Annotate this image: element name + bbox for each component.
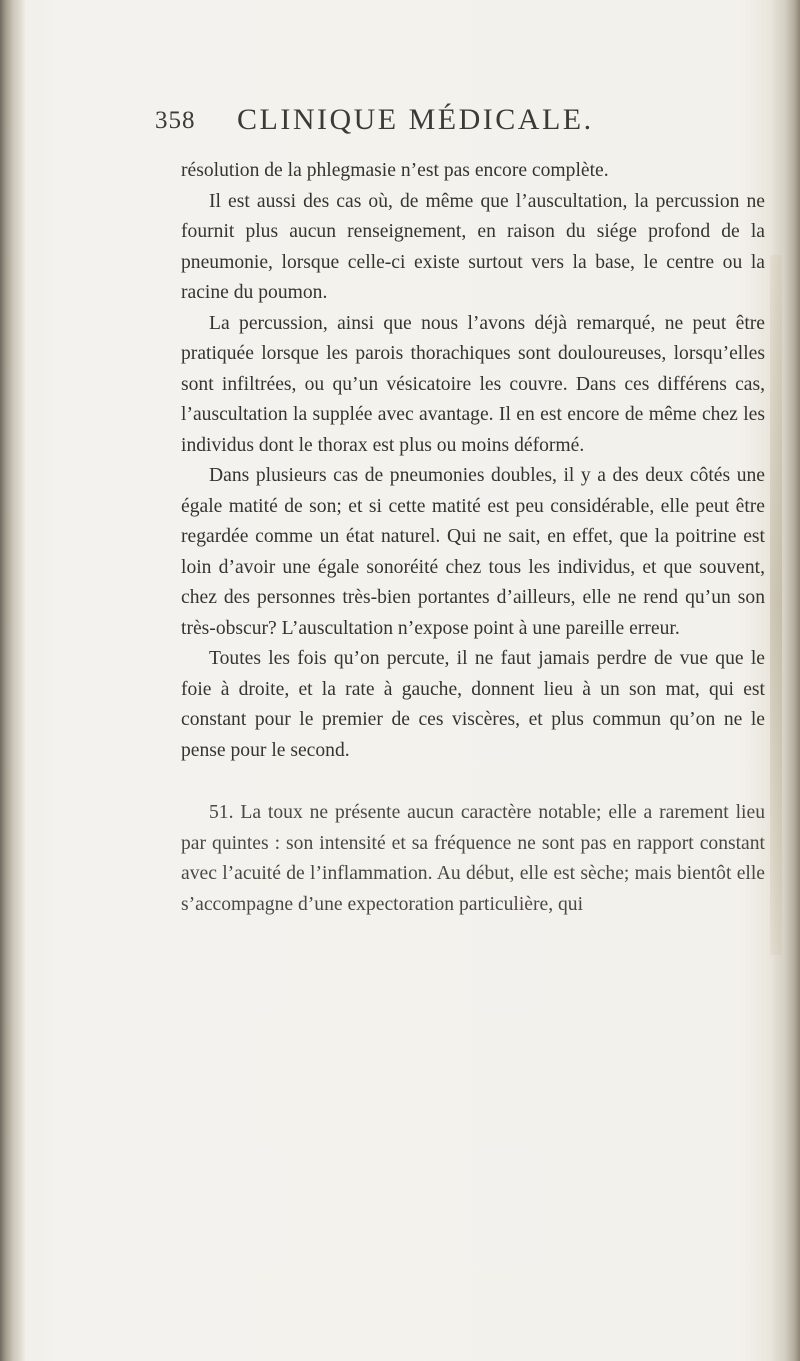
page-header (155, 103, 655, 143)
paragraph-6: 51. La toux ne présente aucun caractère notable; elle a rarement lieu par quintes : son intensité et sa fréquence ne sont pas en rapport constant avec l’acuité de l’inflammation. Au début, elle est sèche; mais bientôt elle s’accompagne d’une expectoration particulière, qui (181, 802, 765, 915)
paragraph-4: Dans plusieurs cas de pneumonies doubles, il y a des deux côtés une égale matité de son; et si cette matité est peu considérable, elle peut être regardée comme un état naturel. Qui ne sait, en effet, que la poitrine est loin d’avoir une égale sonoréité chez tous les individus, et que souvent, chez des personnes très-bien portantes d’ailleurs, elle ne rend qu’un son très-obscur? L’auscultation n’expose point à une pareille erreur. (181, 465, 765, 639)
page-number: 358 (155, 107, 196, 134)
running-title: CLINIQUE MÉDICALE. (237, 103, 594, 136)
paragraph-3: La percussion, ainsi que nous l’avons déjà remarqué, ne peut être pratiquée lorsque les parois thorachiques sont douloureuses, lorsqu’elles sont infiltrées, ou qu’un vésicatoire les couvre. Dans ces différens cas, l’auscultation la supplée avec avantage. Il en est encore de même chez les individus dont le thorax est plus ou moins déformé. (181, 312, 765, 456)
paragraph-5: Toutes les fois qu’on percute, il ne faut jamais perdre de vue que le foie à droite, et la rate à gauche, donnent lieu à un son mat, qui est constant pour le premier de ces viscères, et plus commun qu’on ne le pense pour le second. (181, 648, 765, 761)
paragraph-1: résolution de la phlegmasie n’est pas encore complète. (181, 160, 609, 181)
paragraph-2: Il est aussi des cas où, de même que l’auscultation, la percussion ne fournit plus aucun renseignement, en raison du siége profond de la pneumonie, lorsque celle-ci existe surtout vers la base, le centre ou la racine du poumon. (181, 190, 765, 303)
page-stain (770, 255, 782, 955)
page-left-edge (0, 0, 26, 1361)
body-text (181, 156, 765, 920)
